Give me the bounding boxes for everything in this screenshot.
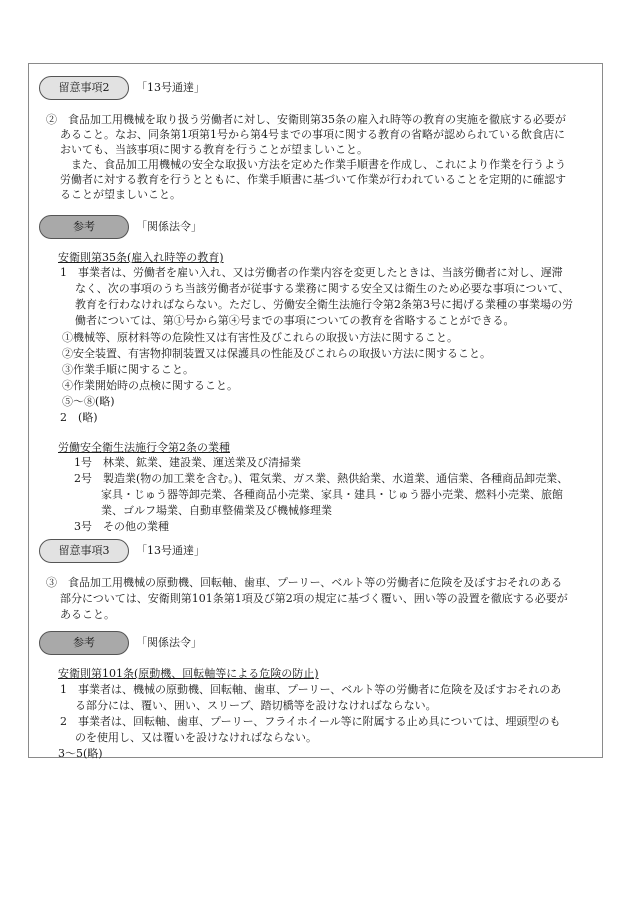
- order-item: 業、ゴルフ場業、自動車整備業及び機械修理業: [101, 504, 332, 517]
- ref2-line: 3～5(略): [58, 747, 103, 760]
- order-item: 家具・じゅう器等卸売業、各種商品小売業、家具・建具・じゅう器小売業、燃料小売業、旅館: [101, 488, 563, 501]
- ref2-line: のを使用し、又は覆いを設けなければならない。: [75, 731, 317, 744]
- order-item: 1号 林業、鉱業、建設業、運送業及び清掃業: [74, 456, 301, 469]
- section2-line: また、食品加工用機械の安全な取扱い方法を定めた作業手順書を作成し、これにより作業を行うよう: [60, 158, 566, 171]
- section3-badge: 留意事項3: [39, 539, 129, 563]
- order-item: 2号 製造業(物の加工業を含む。)、電気業、ガス業、熱供給業、水道業、通信業、各種商品卸売業、: [74, 472, 569, 485]
- ref2-heading: 安衛則第101条(原動機、回転軸等による危険の防止): [58, 667, 319, 680]
- section3-line: 部分については、安衛則第101条第1項及び第2項の規定に基づく覆い、囲い等の設置を徹底する必要が: [60, 592, 568, 605]
- section3-line: あること。: [60, 608, 115, 621]
- ref1-line: ①機械等、原材料等の危険性又は有害性及びこれらの取扱い方法に関すること。: [62, 331, 458, 344]
- section3-line: ③ 食品加工用機械の原動機、回転軸、歯車、プーリー、ベルト等の労働者に危険を及ぼすおそれのある: [46, 576, 563, 589]
- ref1-heading: 安衛則第35条(雇入れ時等の教育): [58, 251, 224, 264]
- order-heading: 労働安全衛生法施行令第2条の業種: [58, 441, 230, 454]
- ref1-line: 働者については、第①号から第④号までの事項についての教育を省略することができる。: [75, 314, 515, 327]
- ref1-line: ⑤～⑧(略): [62, 395, 115, 408]
- ref2-line: る部分には、覆い、囲い、スリーブ、踏切橋等を設けなければならない。: [75, 699, 437, 712]
- section2-line: ることが望ましいこと。: [60, 188, 181, 201]
- section2-badge: 留意事項2: [39, 76, 129, 100]
- section2-line: あること。なお、同条第1項第1号から第4号までの事項に関する教育の省略が認められている飲食店に: [60, 128, 565, 141]
- ref1-line: ④作業開始時の点検に関すること。: [62, 379, 238, 392]
- ref1-line: 教育を行わなければならない。ただし、労働安全衛生法施行令第2条第3号に掲げる業種の事業場の労: [75, 298, 573, 311]
- ref1-badge: 参考: [39, 215, 129, 239]
- section3-tag: 「13号通達」: [136, 544, 205, 557]
- ref2-line: 1 事業者は、機械の原動機、回転軸、歯車、プーリー、ベルト等の労働者に危険を及ぼすおそれのあ: [60, 683, 562, 696]
- ref1-line: ③作業手順に関すること。: [62, 363, 194, 376]
- ref2-tag: 「関係法令」: [136, 636, 202, 649]
- section2-line: ② 食品加工用機械を取り扱う労働者に対し、安衛則第35条の雇入れ時等の教育の実施を徹底する必要が: [46, 113, 566, 126]
- section2-line: おいても、当該事項に関する教育を行うことが望ましいこと。: [60, 143, 368, 156]
- ref1-line: 2 (略): [60, 411, 98, 424]
- ref1-line: 1 事業者は、労働者を雇い入れ、又は労働者の作業内容を変更したときは、当該労働者に対し、遅滞: [60, 266, 563, 279]
- ref1-line: ②安全装置、有害物抑制装置又は保護具の性能及びこれらの取扱い方法に関すること。: [62, 347, 491, 360]
- ref2-badge: 参考: [39, 631, 129, 655]
- ref2-line: 2 事業者は、回転軸、歯車、プーリー、フライホイール等に附属する止め具については、埋頭型のも: [60, 715, 561, 728]
- ref1-line: なく、次の事項のうち当該労働者が従事する業務に関する安全又は衛生のため必要な事項について、: [75, 282, 570, 295]
- section2-line: 労働者に対する教育を行うとともに、作業手順書に基づいて作業が行われていることを定期的に確認す: [60, 173, 566, 186]
- ref1-tag: 「関係法令」: [136, 220, 202, 233]
- section2-tag: 「13号通達」: [136, 81, 205, 94]
- order-item: 3号 その他の業種: [74, 520, 169, 533]
